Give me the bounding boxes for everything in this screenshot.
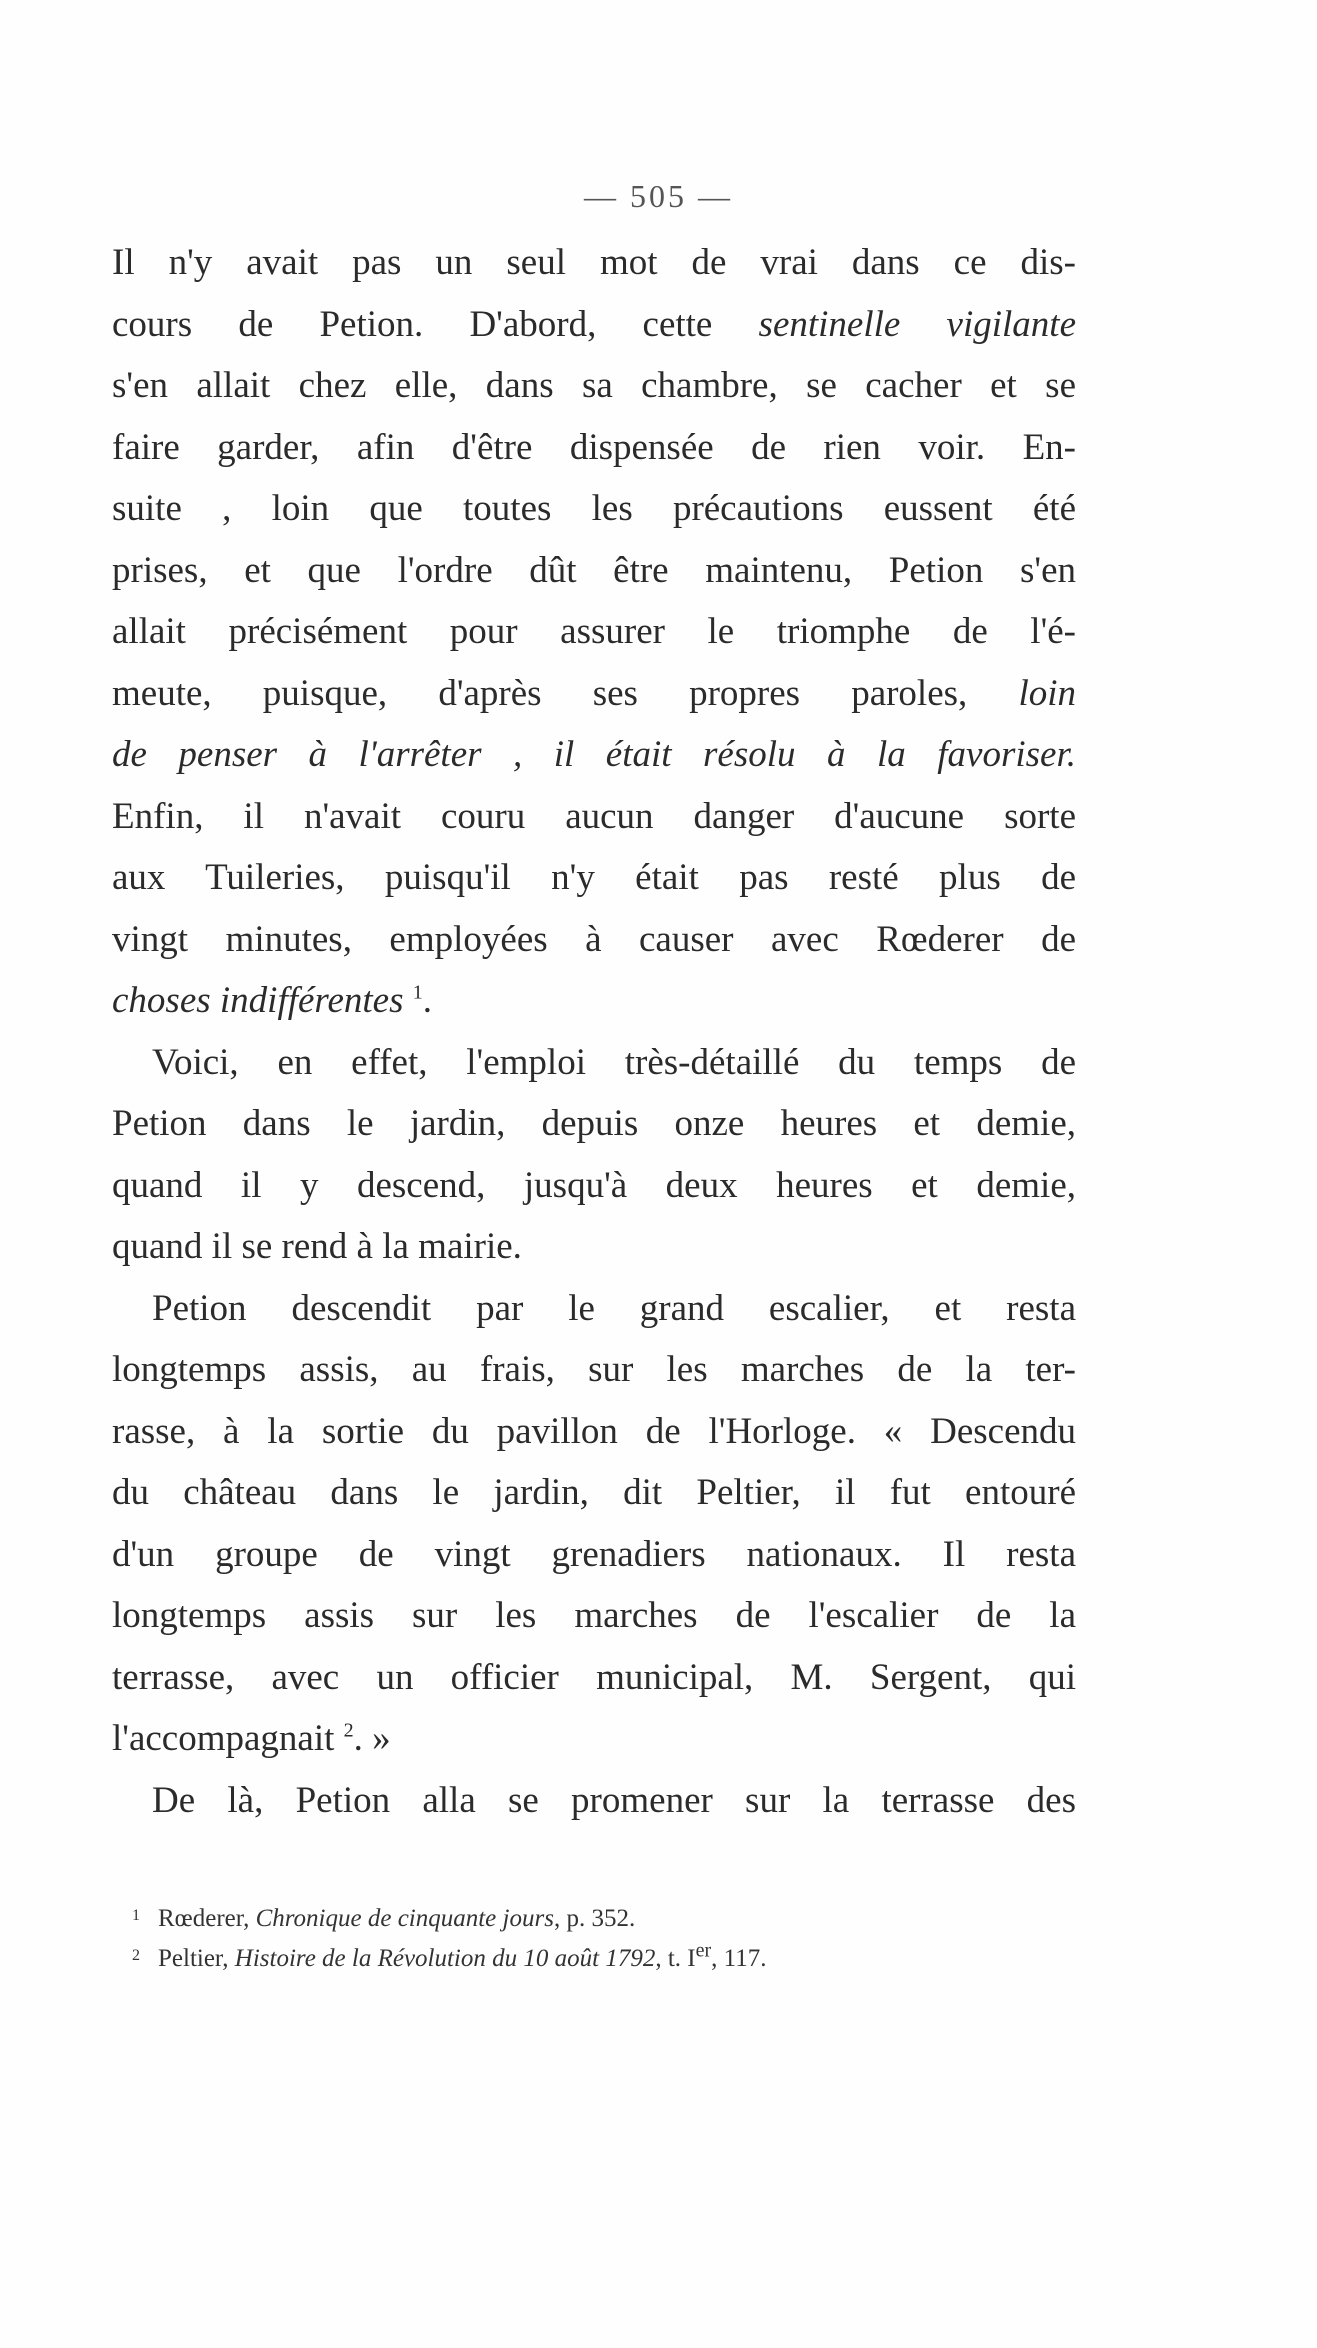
text-run: Petion dans le jardin, depuis onze heures et demie, — [112, 1103, 1076, 1144]
text-run: longtemps assis, au frais, sur les marches de la ter- — [112, 1349, 1076, 1390]
text-run: De là, Petion alla se promener sur la terrasse des — [152, 1779, 1076, 1821]
text-run: meute, puisque, d'après ses propres paroles, — [112, 672, 1019, 714]
text-run: d'un groupe de vingt grenadiers nationaux. Il resta — [112, 1533, 1076, 1575]
citation-text: , 117. — [711, 1945, 767, 1972]
text-run: rasse, à la sortie du pavillon de l'Horloge. « Descendu — [112, 1410, 1076, 1452]
footnotes — [132, 1896, 1076, 1976]
text-line — [112, 847, 1076, 909]
text-run: du château dans le jardin, dit Peltier, il fut entouré — [112, 1472, 1076, 1513]
text-run: prises, et que l'ordre dût être maintenu, Petion s'en — [112, 549, 1076, 591]
text-run: longtemps assis sur les marches de l'escalier de la — [112, 1595, 1076, 1636]
citation-text: er — [695, 1939, 712, 1962]
text-run: faire garder, afin d'être dispensée de rien voir. En- — [112, 426, 1076, 468]
italic-text: de penser à l'arrêter , il était résolu à la favoriser. — [112, 734, 1076, 775]
text-run: . » — [353, 1718, 391, 1759]
text-line — [112, 970, 1076, 1032]
text-run: quand il se rend à la mairie. — [112, 1226, 522, 1267]
italic-text: sentinelle vigilante — [758, 303, 1076, 345]
text-line — [112, 1401, 1076, 1463]
text-run: quand il y descend, jusqu'à deux heures et demie, — [112, 1164, 1076, 1206]
text-run: Il n'y avait pas un seul mot de vrai dans ce dis- — [112, 242, 1076, 283]
text-run: Petion descendit par le grand escalier, et resta — [152, 1287, 1076, 1329]
text-line — [112, 1032, 1076, 1094]
text-run — [403, 980, 412, 1021]
body-text — [112, 232, 1076, 1831]
text-run: vingt minutes, employées à causer avec Rœderer de — [112, 918, 1076, 960]
text-run: Voici, en effet, l'emploi très-détaillé du temps de — [152, 1041, 1076, 1083]
text-run: s'en allait chez elle, dans sa chambre, se cacher et se — [112, 365, 1076, 406]
text-line — [112, 232, 1076, 294]
text-line — [112, 1585, 1076, 1647]
text-line — [112, 1524, 1076, 1586]
text-line — [112, 294, 1076, 356]
text-run: aux Tuileries, puisqu'il n'y était pas resté plus de — [112, 857, 1076, 898]
citation-title: Chronique de cinquante jours — [255, 1905, 554, 1932]
text-run: l'accompagnait — [112, 1718, 344, 1759]
text-line — [112, 663, 1076, 725]
text-line — [112, 1278, 1076, 1340]
text-line — [112, 1339, 1076, 1401]
citation-text: , t. I — [655, 1945, 696, 1972]
text-run: . — [422, 980, 432, 1021]
text-run: cours de Petion. D'abord, cette — [112, 303, 759, 345]
footnote — [132, 1936, 1076, 1976]
text-line — [112, 1708, 1076, 1770]
footnote-reference: 2 — [343, 1719, 354, 1742]
footnote-reference: 1 — [412, 981, 423, 1004]
text-line — [112, 909, 1076, 971]
citation-title: Histoire de la Révolution du 10 août 1792 — [234, 1945, 656, 1972]
page-number: — 505 — — [584, 178, 733, 214]
text-run: allait précisément pour assurer le triomphe de l'é- — [112, 611, 1076, 652]
italic-text: choses indifférentes — [112, 980, 404, 1021]
text-run: terrasse, avec un officier municipal, M. Sergent, qui — [112, 1656, 1076, 1698]
text-line — [112, 355, 1076, 417]
text-line — [112, 1155, 1076, 1217]
text-line — [112, 724, 1076, 786]
text-line — [112, 601, 1076, 663]
text-line — [112, 1647, 1076, 1709]
citation-text: , p. 352. — [553, 1905, 636, 1932]
text-line — [112, 478, 1076, 540]
text-line — [112, 1462, 1076, 1524]
footnote-number: 1 — [132, 1907, 140, 1924]
text-line — [112, 1770, 1076, 1832]
text-run: suite , loin que toutes les précautions eussent été — [112, 488, 1076, 529]
italic-text: loin — [1018, 672, 1076, 714]
footnote — [132, 1896, 1076, 1936]
text-line — [112, 540, 1076, 602]
text-line — [112, 1216, 1076, 1278]
text-line — [112, 1093, 1076, 1155]
text-line — [112, 786, 1076, 848]
footnote-number: 2 — [132, 1947, 140, 1964]
text-run: Enfin, il n'avait couru aucun danger d'aucune sorte — [112, 795, 1076, 837]
citation-text: Peltier, — [158, 1945, 235, 1972]
text-line — [112, 417, 1076, 479]
citation-text: Rœderer, — [158, 1905, 256, 1932]
